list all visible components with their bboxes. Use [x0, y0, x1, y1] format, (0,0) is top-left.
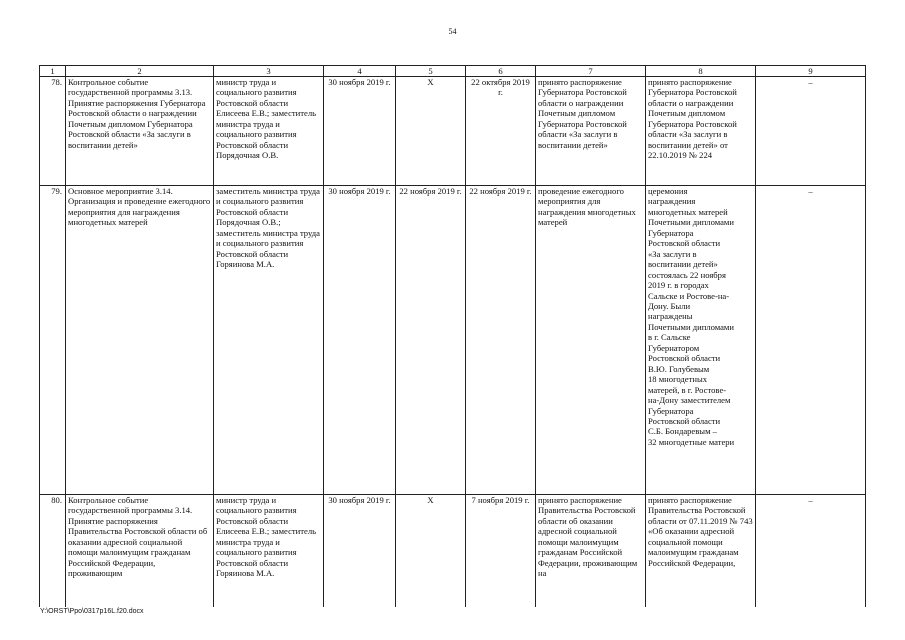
- row-number: 79.: [40, 186, 66, 495]
- event-cell: Контрольное событие государственной программы 3.14. Принятие распоряжения Правительства Ростовской области об оказании адресной социальной помощи малоимущим гражданам Российской Федерации, проживающим: [66, 495, 214, 608]
- header-cell: 9: [756, 66, 866, 77]
- col6-cell: 22 ноября 2019 г.: [466, 186, 536, 495]
- col9-cell: –: [756, 77, 866, 186]
- col8-cell: принято распоряжение Губернатора Ростовской области о награждении Почетным дипломом Губернатора Ростовской области «За заслуги в воспитании детей» от 22.10.2019 № 224: [646, 77, 756, 186]
- col6-cell: 22 октября 2019 г.: [466, 77, 536, 186]
- col5-cell: 22 ноября 2019 г.: [396, 186, 466, 495]
- page-number: 54: [448, 27, 457, 36]
- report-table: [39, 65, 866, 607]
- event-cell: Основное мероприятие 3.14. Организация и проведение ежегодного мероприятия для награждения многодетных матерей: [66, 186, 214, 495]
- col5-cell: Х: [396, 77, 466, 186]
- responsible-cell: заместитель министра труда и социального развития Ростовской области Порядочная О.В.; заместитель министра труда и социального развития Ростовской области Горяинова М.А.: [214, 186, 324, 495]
- header-cell: 2: [66, 66, 214, 77]
- header-cell: 4: [324, 66, 396, 77]
- planned-date-cell: 30 ноября 2019 г.: [324, 77, 396, 186]
- table-header-row: [40, 66, 866, 77]
- col6-cell: 7 ноября 2019 г.: [466, 495, 536, 608]
- responsible-cell: министр труда и социального развития Ростовской области Елисеева Е.В.; заместитель министра труда и социального развития Ростовской области Порядочная О.В.: [214, 77, 324, 186]
- header-cell: 5: [396, 66, 466, 77]
- footer-file-path: Y:\ORST\Ppo\0317p16L.f20.docx: [40, 608, 144, 615]
- header-cell: 3: [214, 66, 324, 77]
- col9-cell: –: [756, 495, 866, 608]
- table-row: [40, 186, 866, 495]
- row-number: 80.: [40, 495, 66, 608]
- header-cell: 6: [466, 66, 536, 77]
- header-cell: 7: [536, 66, 646, 77]
- col7-cell: принято распоряжение Губернатора Ростовской области о награждении Почетным дипломом Губернатора Ростовской области «За заслуги в воспитании детей»: [536, 77, 646, 186]
- col5-cell: Х: [396, 495, 466, 608]
- col7-cell: принято распоряжение Правительства Ростовской области об оказании адресной социальной помощи малоимущим гражданам Российской Федерации, проживающим на: [536, 495, 646, 608]
- col8-cell: принято распоряжение Правительства Ростовской области от 07.11.2019 № 743 «Об оказании адресной социальной помощи малоимущим гражданам Российской Федерации,: [646, 495, 756, 608]
- planned-date-cell: 30 ноября 2019 г.: [324, 495, 396, 608]
- event-cell: Контрольное событие государственной программы 3.13. Принятие распоряжения Губернатора Ростовской области о награждении Почетным дипломом Губернатора Ростовской области «За заслуги в воспитании детей»: [66, 77, 214, 186]
- col7-cell: проведение ежегодного мероприятия для награждения многодетных матерей: [536, 186, 646, 495]
- responsible-cell: министр труда и социального развития Ростовской области Елисеева Е.В.; заместитель министра труда и социального развития Ростовской области Горяинова М.А.: [214, 495, 324, 608]
- row-number: 78.: [40, 77, 66, 186]
- col8-cell: церемония награждения многодетных матерей Почетными дипломами Губернатора Ростовской области «За заслуги в воспитании детей» состоялась 22 ноября 2019 г. в городах Сальске и Ростове-на- Дону. Были награждены Почетными дипломами в г. Сальске Губернатором Ростовской области В.Ю. Голубевым 18 многодетных матерей, в г. Ростове- на-Дону заместителем Губернатора Ростовской области С.Б. Бондаревым – 32 многодетные матери: [646, 186, 756, 495]
- col9-cell: –: [756, 186, 866, 495]
- table-row: [40, 77, 866, 186]
- header-cell: 1: [40, 66, 66, 77]
- planned-date-cell: 30 ноября 2019 г.: [324, 186, 396, 495]
- table-row: [40, 495, 866, 608]
- header-cell: 8: [646, 66, 756, 77]
